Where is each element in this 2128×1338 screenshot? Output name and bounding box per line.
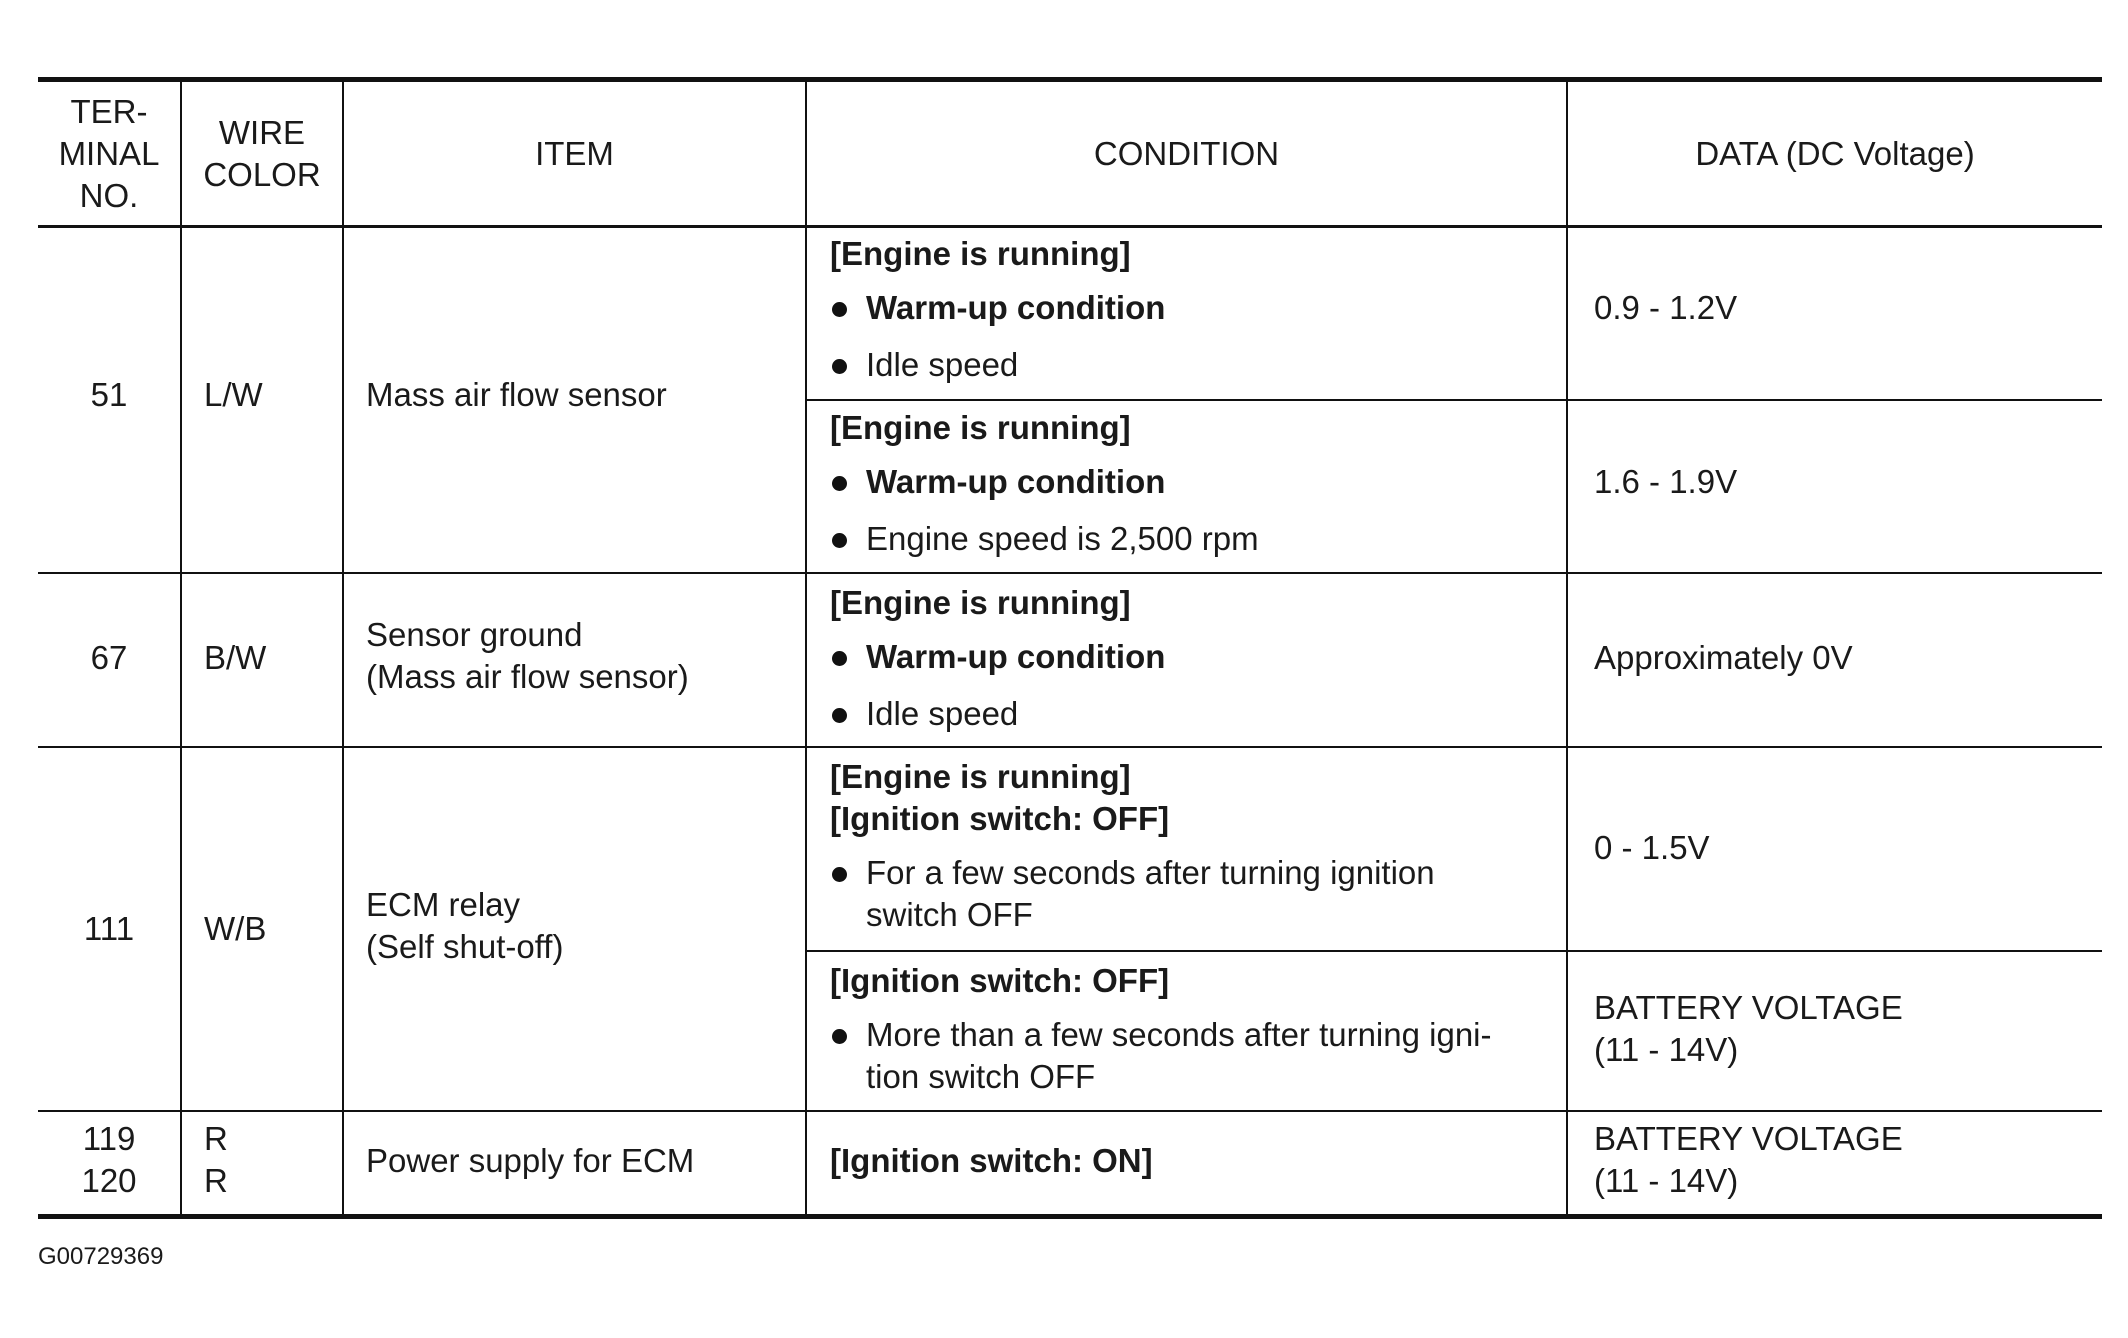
header-data	[1568, 82, 2102, 225]
data-value: BATTERY VOLTAGE	[1594, 1120, 1903, 1157]
col-divider-wire	[342, 80, 344, 1216]
condition-heading: [Ignition switch: ON]	[830, 1142, 1153, 1179]
item-name-sub: (Self shut-off)	[366, 928, 564, 965]
item-name: ECM relay	[366, 886, 521, 923]
header-wire-color	[182, 82, 342, 225]
header-condition	[807, 82, 1566, 225]
col-divider-terminal	[180, 80, 182, 1216]
condition-heading: [Ignition switch: OFF]	[830, 800, 1170, 837]
sub-row-divider-51	[806, 399, 2102, 401]
condition-bullet-line: For a few seconds after turning ignition	[866, 854, 1435, 891]
item-name: Sensor ground	[366, 616, 583, 653]
terminal-number: 119	[82, 1120, 136, 1157]
row-divider-67-111	[38, 746, 2102, 748]
header-item-label: ITEM	[535, 134, 614, 172]
table-bottom-rule	[38, 1214, 2102, 1219]
condition-bullet: Engine speed is 2,500 rpm	[830, 518, 1259, 560]
header-bottom-rule	[38, 225, 2102, 228]
item-name-sub: (Mass air flow sensor)	[366, 658, 689, 695]
header-condition-label: CONDITION	[1093, 134, 1280, 172]
condition-bullet: Idle speed	[830, 344, 1018, 386]
item-name: Power supply for ECM	[366, 1142, 695, 1179]
row-divider-51-67	[38, 572, 2102, 574]
item-name: Mass air flow sensor	[366, 376, 667, 413]
data-value: Approximately 0V	[1594, 639, 1853, 676]
condition-heading: [Engine is running]	[830, 235, 1131, 272]
terminal-number: 67	[90, 639, 128, 676]
wire-color: W/B	[204, 910, 267, 947]
condition-heading: [Engine is running]	[830, 584, 1131, 621]
data-value-sub: (11 - 14V)	[1594, 1031, 1739, 1068]
condition-bullet	[830, 1014, 1492, 1098]
wire-color: R	[204, 1162, 228, 1199]
condition-bullet: Warm-up condition	[830, 461, 1165, 503]
data-value-sub: (11 - 14V)	[1594, 1162, 1739, 1199]
wire-color: B/W	[204, 639, 267, 676]
header-wire-line: WIRE	[218, 113, 306, 151]
col-divider-item	[805, 80, 807, 1216]
header-data-label: DATA (DC Voltage)	[1695, 134, 1975, 172]
header-terminal-line: TER-	[70, 92, 148, 130]
condition-bullet-line: More than a few seconds after turning igni-	[866, 1016, 1492, 1053]
terminal-number: 111	[83, 910, 135, 947]
condition-bullet-line: tion switch OFF	[866, 1058, 1096, 1095]
condition-bullet: Warm-up condition	[830, 636, 1165, 678]
figure-code: G00729369	[38, 1243, 164, 1270]
condition-bullet: Warm-up condition	[830, 287, 1165, 329]
data-value: BATTERY VOLTAGE	[1594, 989, 1903, 1026]
condition-heading: [Engine is running]	[830, 409, 1131, 446]
header-terminal-no	[38, 82, 180, 225]
data-value: 0 - 1.5V	[1594, 829, 1710, 866]
condition-bullet	[830, 852, 1435, 936]
condition-bullet: Idle speed	[830, 693, 1018, 735]
header-item	[344, 82, 805, 225]
data-value: 0.9 - 1.2V	[1594, 289, 1738, 326]
condition-heading: [Engine is running]	[830, 758, 1131, 795]
condition-heading: [Ignition switch: OFF]	[830, 962, 1170, 999]
condition-bullet-line: switch OFF	[866, 896, 1033, 933]
terminal-number: 120	[81, 1162, 137, 1199]
sub-row-divider-111	[806, 950, 2102, 952]
col-divider-condition	[1566, 80, 1568, 1216]
header-terminal-line: MINAL	[58, 134, 160, 172]
data-value: 1.6 - 1.9V	[1594, 463, 1738, 500]
wire-color: R	[204, 1120, 228, 1157]
header-terminal-line: NO.	[79, 176, 139, 214]
wire-color: L/W	[204, 376, 263, 413]
terminal-number: 51	[90, 376, 128, 413]
header-wire-line: COLOR	[203, 155, 321, 193]
row-divider-111-119	[38, 1110, 2102, 1112]
